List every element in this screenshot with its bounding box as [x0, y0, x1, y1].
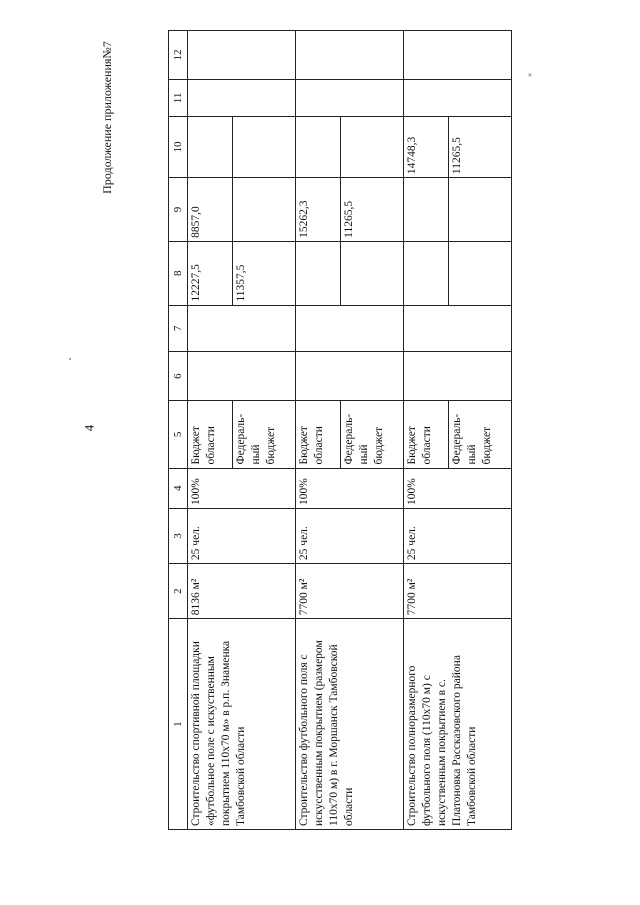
readiness-cell: 100%: [404, 468, 512, 508]
empty-cell: [296, 80, 404, 117]
capacity-cell: 25 чел.: [188, 508, 296, 563]
stray-mark: »: [528, 70, 532, 79]
program-table: [168, 30, 512, 830]
page-number: 4: [81, 424, 97, 432]
header-cell: 8: [169, 241, 188, 305]
empty-cell: [404, 31, 512, 80]
header-cell: 11: [169, 80, 188, 117]
header-cell: 9: [169, 178, 188, 242]
value-cell: 15262,3: [296, 178, 341, 242]
source-cell: Бюджет области: [188, 401, 233, 468]
area-cell: 8136 м²: [188, 564, 296, 619]
header-cell: 12: [169, 31, 188, 80]
value-cell: [341, 116, 404, 177]
capacity-cell: 25 чел.: [296, 508, 404, 563]
area-cell: 7700 м²: [404, 564, 512, 619]
empty-cell: [404, 352, 512, 401]
value-cell: 14748,3: [404, 116, 449, 177]
scan-speck: [69, 358, 71, 360]
readiness-cell: 100%: [296, 468, 404, 508]
value-cell: [296, 241, 341, 305]
value-cell: [296, 116, 341, 177]
empty-cell: [296, 352, 404, 401]
value-cell: [449, 178, 512, 242]
project-name-cell: Строительство полноразмерного футбольного поля (110х70 м) с искуственным покрытием в с. Платоновка Рассказовского района Тамбовской области: [404, 619, 512, 830]
value-cell: 11265,5: [449, 116, 512, 177]
page-heading: Продолжение приложения№7: [100, 41, 114, 194]
empty-cell: [188, 305, 296, 352]
empty-cell: [296, 31, 404, 80]
table-row: [404, 31, 449, 830]
source-cell: Федераль-ный бюджет: [449, 401, 512, 468]
capacity-cell: 25 чел.: [404, 508, 512, 563]
readiness-cell: 100%: [188, 468, 296, 508]
value-cell: [404, 241, 449, 305]
header-cell: 10: [169, 116, 188, 177]
source-cell: Бюджет области: [296, 401, 341, 468]
value-cell: [233, 178, 296, 242]
value-cell: [341, 241, 404, 305]
table-row: [188, 31, 233, 830]
project-name-cell: Строительство спортивной площадки «футбольное поле с искуственным покрытием 110х70 м» в р.п. Знаменка Тамбовской области: [188, 619, 296, 830]
table-row: [296, 31, 341, 830]
source-cell: Федераль-ный бюджет: [233, 401, 296, 468]
value-cell: 11265,5: [341, 178, 404, 242]
empty-cell: [404, 80, 512, 117]
value-cell: [449, 241, 512, 305]
value-cell: [404, 178, 449, 242]
empty-cell: [188, 31, 296, 80]
project-name-cell: Строительство футбольного поля с искусственным покрытием (размером 110х70 м) в г. Моршанск Тамбовской области: [296, 619, 404, 830]
value-cell: 8857,0: [188, 178, 233, 242]
value-cell: 11357,5: [233, 241, 296, 305]
empty-cell: [404, 305, 512, 352]
header-row: [169, 31, 188, 830]
source-cell: Федераль-ный бюджет: [341, 401, 404, 468]
header-cell: 1: [169, 619, 188, 830]
value-cell: [233, 116, 296, 177]
value-cell: [188, 116, 233, 177]
empty-cell: [188, 80, 296, 117]
header-cell: 6: [169, 352, 188, 401]
header-cell: 3: [169, 508, 188, 563]
header-cell: 5: [169, 401, 188, 468]
header-cell: 4: [169, 468, 188, 508]
header-cell: 2: [169, 564, 188, 619]
empty-cell: [188, 352, 296, 401]
header-cell: 7: [169, 305, 188, 352]
value-cell: 12227,5: [188, 241, 233, 305]
source-cell: Бюджет области: [404, 401, 449, 468]
area-cell: 7700 м²: [296, 564, 404, 619]
empty-cell: [296, 305, 404, 352]
